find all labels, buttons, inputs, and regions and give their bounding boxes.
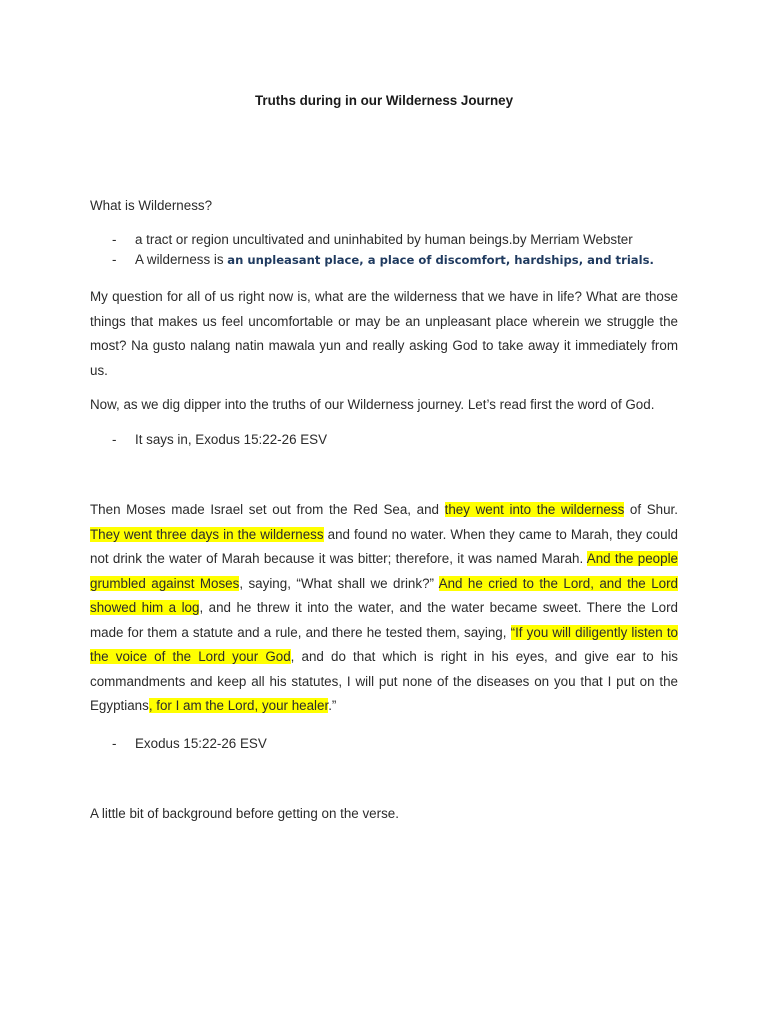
bullet-text: Exodus 15:22-26 ESV [135,736,267,751]
paragraph-question: My question for all of us right now is, what are the wilderness that we have in life? What are those things that makes us feel uncomfortable or may be an unpleasant place wherein we struggle the most? Na gusto nalang natin mawala yun and really asking God to take away it immediately from us. [90,289,678,378]
definition-bullet-1 [90,232,678,252]
scripture-passage [90,498,678,719]
highlighted-text: And he cried to the Lord, and the Lord showed him a log [90,575,678,615]
highlighted-text: they went into the wilderness [444,502,625,517]
scripture-text: , saying, “What shall we drink?” [239,575,439,591]
definition-bullet-2 [90,252,678,272]
reference-bullet-2 [90,736,678,756]
scripture-text: , and do that which is right in his eyes, and give ear to his commandments and keep all his statutes, I will put none of the diseases on you that I put on the Egyptians [90,649,678,713]
reference-bullet-1 [90,432,678,452]
bullet-dash: - [112,252,117,267]
bullet-text-bold: an unpleasant place, a place of discomfort, hardships, and trials. [227,253,654,267]
highlighted-text: “If you will diligently listen to the voice of the Lord your God [90,624,678,664]
scripture-text: , and he threw it into the water, and the water became sweet. There the Lord made for them a statute and a rule, and there he tested them, saying, [90,600,678,640]
scripture-text: .” [328,698,337,713]
document-title: Truths during in our Wilderness Journey [254,93,514,108]
paragraph-dig-deeper: Now, as we dig dipper into the truths of our Wilderness journey. Let’s read first the word of God. [90,397,655,412]
bullet-text-plain: A wilderness is [135,252,228,267]
bullet-text [135,252,654,267]
highlighted-text: And the people grumbled against Moses [90,551,678,591]
bullet-dash: - [112,432,117,447]
bullet-text: a tract or region uncultivated and uninhabited by human beings.by Merriam Webster [135,232,633,247]
closing-line: A little bit of background before getting on the verse. [90,806,399,821]
scripture-text: of Shur. [624,502,678,517]
bullet-dash: - [112,736,117,751]
highlighted-text: They went three days in the wilderness [90,526,324,542]
bullet-text: It says in, Exodus 15:22-26 ESV [135,432,328,447]
scripture-text: Then Moses made Israel set out from the Red Sea, and [90,502,445,517]
highlighted-text: , for I am the Lord, your healer [148,698,329,713]
scripture-text: and found no water. When they came to Marah, they could not drink the water of Marah because it was bitter; therefore, it was named Marah. [90,526,678,566]
question-heading: What is Wilderness? [90,198,213,213]
bullet-dash: - [112,232,117,247]
